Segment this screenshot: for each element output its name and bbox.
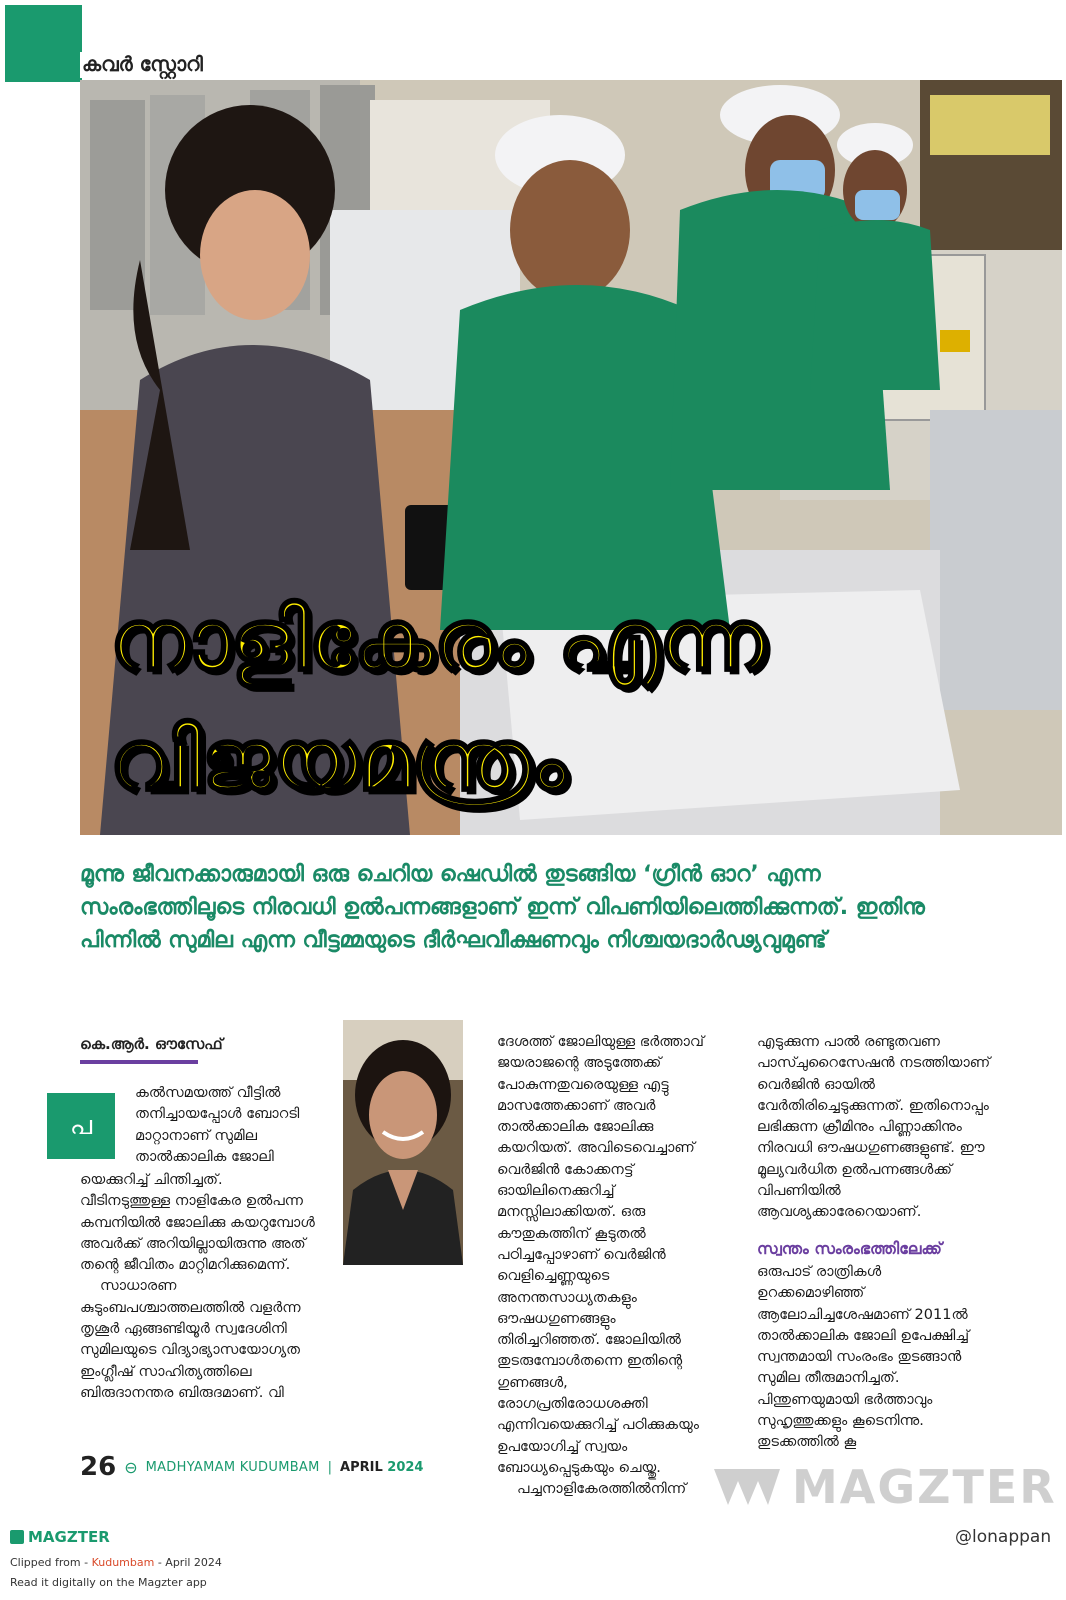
hero-photo bbox=[80, 80, 1062, 835]
issue-year: 2024 bbox=[387, 1459, 424, 1475]
body-paragraph: ഒരുപാട് രാത്രികൾ ഉറക്കമൊഴിഞ്ഞ് ആലോചിച്ചശേഷമാണ് 2011ൽ താൽക്കാലിക ജോലി ഉപേക്ഷിച്ച് സ്വന്തമായി സംരംഭം തുടങ്ങാൻ സുമില തീരുമാനിച്ചത്. പിന്തുണയുമായി ഭർത്താവും സുഹൃത്തുക്കളും കൂടെനിന്നു. തുടക്കത്തിൽ കൂ bbox=[757, 1264, 970, 1451]
body-paragraph: എടുക്കുന്ന പാൽ രണ്ടുതവണ പാസ്ചുറൈസേഷൻ നടത്തിയാണ് വെർജിൻ ഓയിൽ വേർതിരിച്ചെടുക്കുന്നത്. ഇതിനൊപ്പം ലഭിക്കുന്ന ക്രീമിനും പിണ്ണാക്കിനും നിരവധി ഔഷധഗുണങ്ങളുണ്ട്. ഈ മൂല്യവർധിത ഉൽപന്നങ്ങൾക്ക് വിപണിയിൽ ആവശ്യക്കാരേറെയാണ്. bbox=[757, 1034, 991, 1221]
body-column-3-bottom bbox=[757, 1262, 992, 1454]
footer-brand-text: MAGZTER bbox=[28, 1528, 110, 1546]
body-column-1-intro bbox=[135, 1083, 310, 1168]
clipped-suffix: - April 2024 bbox=[154, 1556, 222, 1569]
body-paragraph: പച്ചനാളികേരത്തിൽനിന്ന് bbox=[517, 1481, 687, 1498]
folio bbox=[80, 1452, 423, 1482]
read-digitally-line: Read it digitally on the Magzter app bbox=[10, 1576, 207, 1589]
body-paragraph: ദേശത്ത് ജോലിയുള്ള ഭർത്താവ് ജയരാജന്റെ അടുത്തേക്ക് പോകുന്നതുവരെയുള്ള എട്ടു മാസത്തേക്കാണ് അവർ താൽക്കാലിക ജോലിക്കു കയറിയത്. അവിടെവെച്ചാണ് വെർജിൻ കോക്കനട്ട് ഓയിലിനെക്കുറിച്ച് മനസ്സിലാക്കിയത്. ഒരു കൗതുകത്തിന് കൂടുതൽ പഠിച്ചപ്പോഴാണ് വെർജിൻ വെളിച്ചെണ്ണയുടെ അനന്തസാധ്യതകളും ഔഷധഗുണങ്ങളും തിരിച്ചറിഞ്ഞത്. ജോലിയിൽ തുടരുമ്പോൾതന്നെ ഇതിന്റെ ഗുണങ്ങൾ, രോഗപ്രതിരോധശക്തി എന്നിവയെക്കുറിച്ച് പഠിക്കുകയും ഉപയോഗിച്ച് സ്വയം ബോധ്യപ്പെടുകയും ചെയ്തു. bbox=[497, 1034, 704, 1476]
magzter-logo-icon bbox=[10, 1530, 24, 1544]
body-column-3-top bbox=[757, 1032, 992, 1224]
issue-month: APRIL bbox=[340, 1459, 383, 1475]
body-column-1 bbox=[80, 1170, 315, 1404]
body-paragraph: യെക്കുറിച്ച് ചിന്തിച്ചത്. വീടിനടുത്തുള്ള നാളികേര ഉൽപന്ന കമ്പനിയിൽ ജോലിക്കു കയറുമ്പോൾ അവർക്ക് അറിയില്ലായിരുന്നു അത് തന്റെ ജീവിതം മാറ്റിമറിക്കുമെന്ന്. bbox=[80, 1172, 315, 1274]
footer-brand[interactable] bbox=[10, 1528, 110, 1546]
subheading: സ്വന്തം സംരംഭത്തിലേക്ക് bbox=[757, 1239, 942, 1258]
issue-date bbox=[340, 1460, 423, 1475]
headline: നാളികേരം എന്ന വിജയമന്ത്രം bbox=[110, 591, 766, 809]
dropcap: പ bbox=[47, 1093, 115, 1159]
portrait-illustration bbox=[343, 1020, 463, 1265]
clipped-source-link[interactable]: Kudumbam bbox=[91, 1556, 155, 1569]
byline-rule bbox=[80, 1060, 198, 1064]
corner-accent-block bbox=[5, 5, 82, 82]
clipped-prefix: Clipped from - bbox=[10, 1556, 92, 1569]
body-paragraph: സാധാരണ കുടുംബപശ്ചാത്തലത്തിൽ വളർന്ന തൃശൂർ ഏങ്ങണ്ടിയൂർ സ്വദേശിനി സുമിലയുടെ വിദ്യാഭ്യാസയോഗ്യത ഇംഗ്ലീഷ് സാഹിത്യത്തിലെ ബിരുദാനന്തര ബിരുദമാണ്. വി bbox=[80, 1278, 301, 1401]
portrait-photo bbox=[343, 1020, 463, 1265]
page-number: 26 bbox=[80, 1452, 117, 1482]
publication-logo-icon: ⊖ bbox=[124, 1457, 138, 1477]
standfirst: മൂന്നു ജീവനക്കാരുമായി ഒരു ചെറിയ ഷെഡിൽ തുടങ്ങിയ ‘ഗ്രീൻ ഓറ’ എന്ന സംരംഭത്തിലൂടെ നിരവധി ഉൽപന്നങ്ങളാണ് ഇന്ന് വിപണിയിലെത്തിക്കുന്നത്. ഇതിനു പിന്നിൽ സുമില എന്ന വീട്ടമ്മയുടെ ദീർഘവീക്ഷണവും നിശ്ചയദാർഢ്യവുമുണ്ട് bbox=[80, 862, 925, 953]
clipped-from-line bbox=[10, 1556, 222, 1569]
folio-separator: | bbox=[327, 1459, 333, 1475]
magzter-watermark bbox=[712, 1460, 1057, 1514]
publication-name: MADHYAMAM KUDUMBAM bbox=[145, 1459, 320, 1475]
section-label: കവർ സ്റ്റോറി bbox=[80, 52, 207, 78]
user-handle: @lonappan bbox=[955, 1527, 1052, 1547]
magzter-watermark-icon bbox=[712, 1465, 782, 1509]
byline: കെ.ആർ. ഔസേഫ് bbox=[80, 1035, 223, 1053]
body-paragraph: കൽസമയത്ത് വീട്ടിൽ തനിച്ചായപ്പോൾ ബോറടി മാറ്റാനാണ് സുമില താൽക്കാലിക ജോലി bbox=[135, 1085, 300, 1165]
watermark-text: MAGZTER bbox=[792, 1460, 1057, 1514]
body-column-2 bbox=[497, 1032, 722, 1501]
